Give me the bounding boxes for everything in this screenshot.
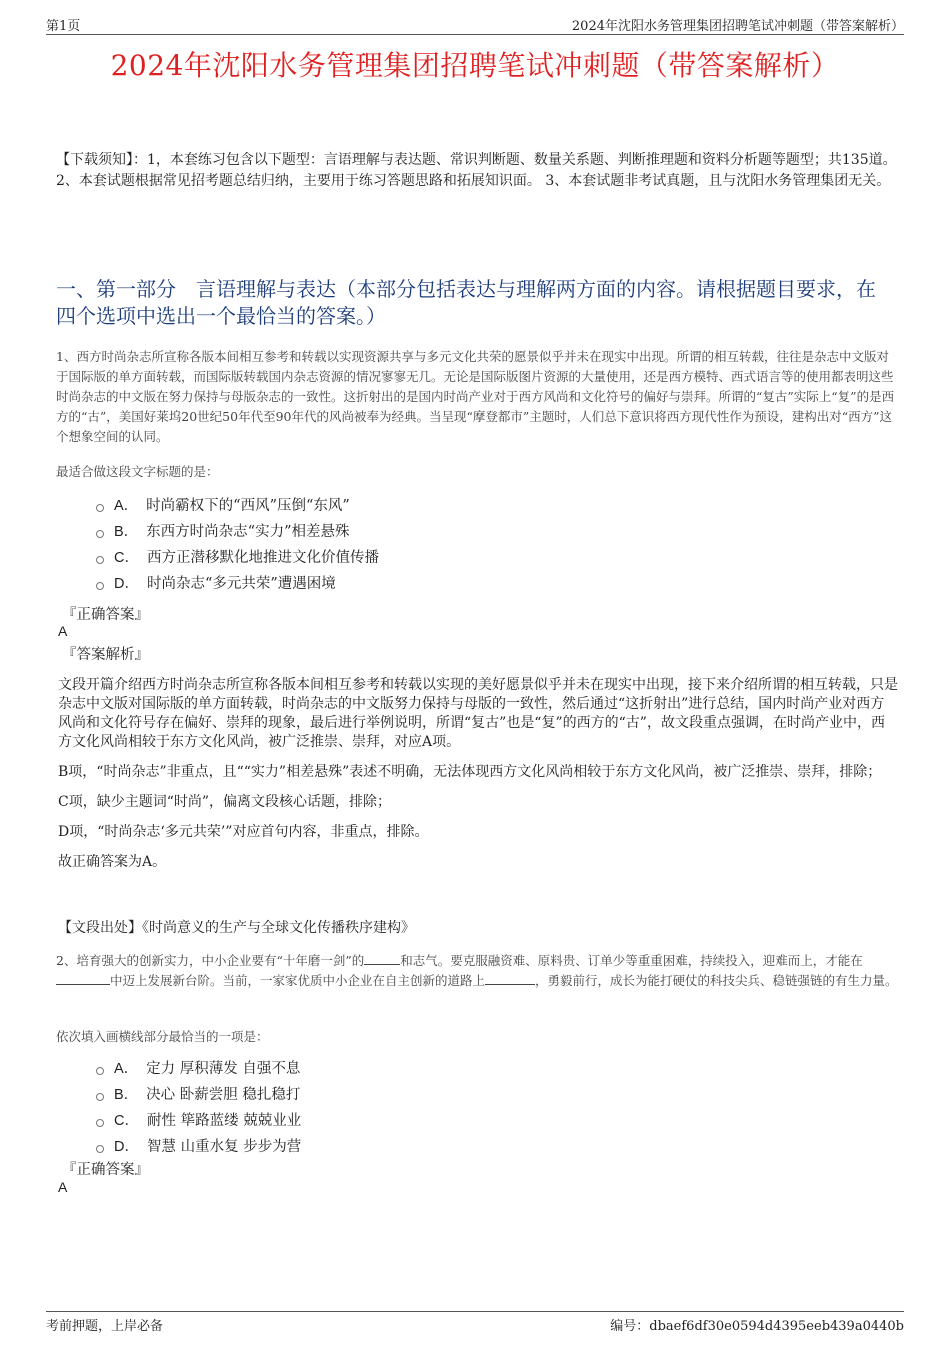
header-doc-name: 2024年沈阳水务管理集团招聘笔试冲刺题（带答案解析） (571, 19, 904, 34)
question-1-source: 【文段出处】《时尚意义的生产与全球文化传播秩序建构》 (58, 920, 415, 936)
radio-icon[interactable] (96, 1093, 104, 1101)
analysis-paragraph: C项，缺少主题词“时尚”，偏离文段核心话题，排除； (58, 794, 392, 810)
question-2-option-d[interactable]: D． 智慧 山重水复 步步为营 (96, 1134, 301, 1160)
question-2-option-c[interactable]: C． 耐性 筚路蓝缕 兢兢业业 (96, 1108, 301, 1134)
radio-icon[interactable] (96, 504, 104, 512)
analysis-paragraph: 文段开篇介绍西方时尚杂志所宣称各版本间相互参考和转载以实现的美好愿景似乎并未在现实中出现，接下来介绍所谓的相互转载，只是杂志中文版对国际版的单方面转载，时尚杂志的中文版努力保持与母版的一致性，然后通过“这折射出”进行总结，国内时尚产业对西方风尚和文化符号存在偏好、崇拜的现象，最后进行举例说明，所谓“复古”也是“复”的西方的“古”，故文段重点强调，在时尚产业中，西方文化风尚相较于东方文化风尚，被广泛推崇、崇拜，对应A项。 (58, 677, 898, 750)
document-title: 2024年沈阳水务管理集团招聘笔试冲刺题（带答案解析） (110, 49, 840, 82)
page-number: 第1页 (46, 19, 81, 34)
question-1-text: 1、西方时尚杂志所宣称各版本间相互参考和转载以实现资源共享与多元文化共荣的愿景似乎并未在现实中出现。所谓的相互转载，往往是杂志中文版对于国际版的单方面转载，而国际版转载国内杂志资源的情况寥寥无几。无论是国际版图片资源的大量使用，还是西方模特、西式语言等的使用都表明这些时尚杂志的中文版在努力保持与母版杂志的一致性。这折射出的是国内时尚产业对于西方风尚和文化符号的偏好与崇拜。所谓的“复古”实际上“复”的是西方的“古”，美国好莱坞20世纪50年代至90年代的风尚被奉为经典。当呈现“摩登都市”主题时，人们总下意识将西方现代性作为预设，建构出对“西方”这个想象空间的认同。 (56, 349, 895, 444)
footer-serial: 编号：dbaef6df30e0594d4395eeb439a0440b (610, 1319, 904, 1334)
radio-icon[interactable] (96, 1067, 104, 1075)
radio-icon[interactable] (96, 556, 104, 564)
analysis-paragraph: 故正确答案为A。 (58, 854, 167, 870)
fill-blank-2 (56, 972, 110, 985)
question-2-option-b[interactable]: B． 决心 卧薪尝胆 稳扎稳打 (96, 1082, 301, 1108)
page-footer (46, 1311, 904, 1334)
question-2-answer: A (58, 1179, 68, 1195)
radio-icon[interactable] (96, 1119, 104, 1127)
download-notice: 【下载须知】：1，本套练习包含以下题型：言语理解与表达题、常识判断题、数量关系题、判断推理题和资料分析题等题型；共135道。 2、本套试题根据常见招考题总结归纳，主要用于练习答题思路和拓展知识面。 3、本套试题非考试真题，且与沈阳水务管理集团无关。 (56, 152, 897, 189)
question-1-option-c[interactable]: C． 西方正潜移默化地推进文化价值传播 (96, 545, 379, 571)
question-2-option-a[interactable]: A． 定力 厚积薄发 自强不息 (96, 1056, 301, 1082)
question-2-text: 2、培育强大的创新实力，中小企业要有“十年磨一剑”的 和志气。要克服融资难、原料贵、订单少等重重困难，持续投入，迎难而上，才能在中迈上发展新台阶。当前，一家家优质中小企业在自主创新的道路上 ，勇毅前行，成长为能打硬仗的科技尖兵、稳链强链的有生力量。 (56, 953, 898, 988)
section-title: 一、第一部分 言语理解与表达（本部分包括表达与理解两方面的内容。请根据题目要求，在四个选项中选出一个最恰当的答案。） (56, 277, 876, 328)
question-1-option-b[interactable]: B． 东西方时尚杂志“实力”相差悬殊 (96, 519, 379, 545)
page-header (46, 14, 904, 35)
question-2-answer-label: 『正确答案』 (62, 1162, 149, 1178)
footer-slogan: 考前押题，上岸必备 (46, 1319, 164, 1334)
analysis-paragraph: D项，“时尚杂志‘多元共荣’”对应首句内容，非重点，排除。 (58, 824, 429, 840)
question-1-analysis (58, 676, 898, 883)
question-1-answer-label: 『正确答案』 (62, 607, 149, 623)
radio-icon[interactable] (96, 582, 104, 590)
question-2-options (96, 1056, 301, 1160)
question-1-answer: A (58, 623, 68, 639)
radio-icon[interactable] (96, 530, 104, 538)
question-2-prompt: 依次填入画横线部分最恰当的一项是： (56, 1029, 269, 1044)
question-1-options (96, 493, 379, 597)
radio-icon[interactable] (96, 1145, 104, 1153)
question-1-option-d[interactable]: D． 时尚杂志“多元共荣”遭遇困境 (96, 571, 379, 597)
fill-blank-3 (485, 972, 535, 985)
question-1-option-a[interactable]: A． 时尚霸权下的“西风”压倒“东风” (96, 493, 379, 519)
question-1-prompt: 最适合做这段文字标题的是： (56, 464, 219, 479)
analysis-paragraph: B项，“时尚杂志”非重点，且““实力”相差悬殊”表述不明确，无法体现西方文化风尚相较于东方文化风尚，被广泛推崇、崇拜，排除； (58, 764, 882, 780)
fill-blank-1 (364, 952, 400, 965)
question-1-analysis-label: 『答案解析』 (62, 647, 149, 663)
